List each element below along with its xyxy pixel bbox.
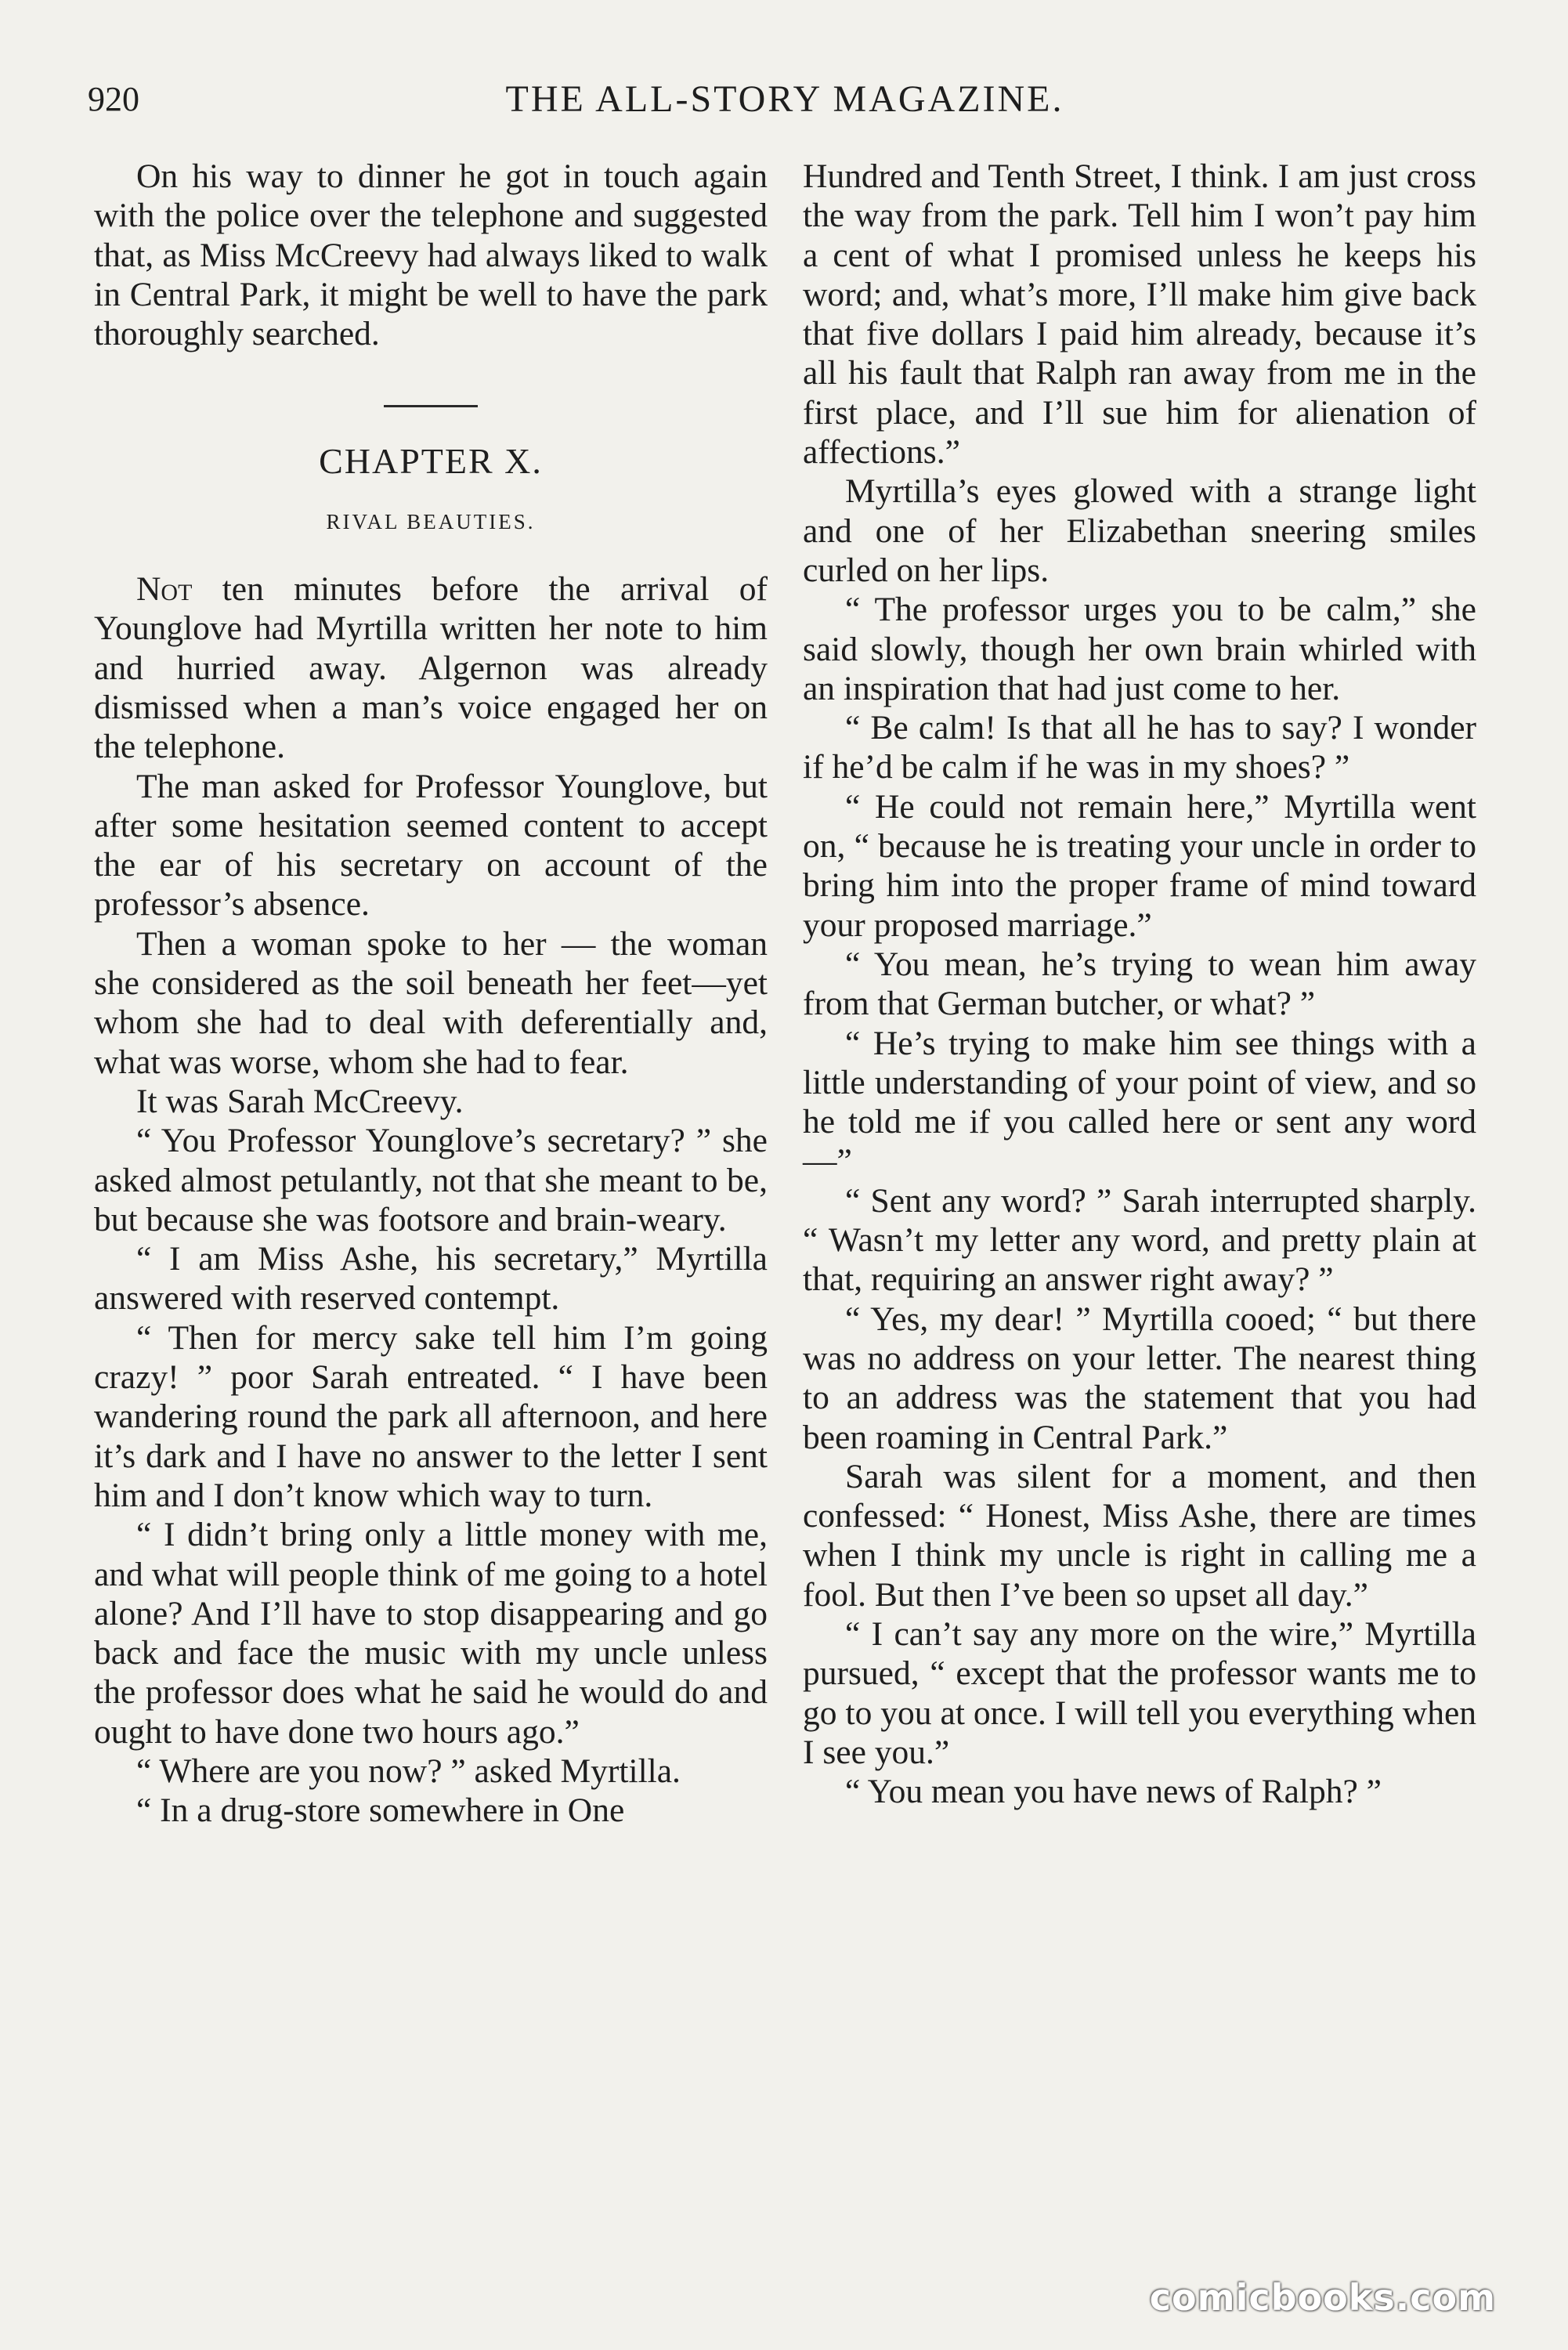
paragraph: “ Be calm! Is that all he has to say? I wonder if he’d be calm if he was in my shoes? ”	[803, 709, 1476, 786]
running-title: THE ALL-STORY MAGAZINE.	[505, 78, 1064, 120]
watermark: comicbooks.com	[1149, 2276, 1496, 2319]
paragraph: Sarah was silent for a moment, and then confessed: “ Honest, Miss Ashe, there are times when I think my uncle is right in calling me a fool. But then I’ve been so upset all day.”	[803, 1457, 1476, 1614]
page-header	[88, 72, 1482, 127]
paragraph-continued: Hundred and Tenth Street, I think. I am just cross the way from the park. Tell him I won’t pay him a cent of what I promised unless he keeps his word; and, what’s more, I’ll make him give back that five dollars I paid him already, because it’s all his fault that Ralph ran away from me in the first place, and I’ll sue him for alienation of affections.”	[803, 157, 1476, 472]
paragraph: “ In a drug-store somewhere in One	[136, 1791, 625, 1830]
paragraph: “ I didn’t bring only a little money with me, and what will people think of me going to a hotel alone? And I’ll have to stop disappearing and go back and face the music with my uncle unless the professor does what he said he would do and ought to have done two hours ago.”	[94, 1516, 768, 1751]
paragraph: Then a woman spoke to her — the woman she considered as the soil beneath her feet—yet whom she had to deal with deferentially and, what was worse, whom she had to fear.	[94, 924, 768, 1081]
paragraph: “ You mean you have news of Ralph? ”	[845, 1773, 1382, 1811]
left-column	[94, 157, 768, 1831]
paragraph: “ I can’t say any more on the wire,” Myrtilla pursued, “ except that the professor wants me to go to you at once. I will tell you everything when I see you.”	[803, 1614, 1476, 1771]
paragraph: “ You mean, he’s trying to wean him away from that German butcher, or what? ”	[803, 945, 1476, 1023]
paragraph: “ Yes, my dear! ” Myrtilla cooed; “ but there was no address on your letter. The nearest thing to an address was the statement that you had been roaming in Central Park.”	[803, 1300, 1476, 1456]
chapter-subtitle: RIVAL BEAUTIES.	[326, 509, 536, 533]
chapter-title: CHAPTER X.	[319, 441, 543, 482]
paragraph: It was Sarah McCreevy.	[136, 1082, 464, 1120]
opening-word: Not	[136, 570, 193, 609]
paragraph: “ You Professor Younglove’s secretary? ” she asked almost petulantly, not that she meant to be, but because she was footsore and brain-weary.	[94, 1122, 768, 1238]
paragraph: “ The professor urges you to be calm,” she said slowly, though her own brain whirled with an inspiration that had just come to her.	[803, 591, 1476, 707]
right-column	[803, 157, 1476, 1811]
opening-text: ten minutes before the arrival of Younglove had Myrtilla written her note to him and hurried away. Algernon was already dismissed when a man’s voice engaged her on the telephone.	[94, 570, 768, 766]
paragraph: On his way to dinner he got in touch again with the police over the telephone and suggested that, as Miss McCreevy had always liked to walk in Central Park, it might be well to have the park thoroughly searched.	[94, 157, 768, 353]
paragraph: The man asked for Professor Younglove, but after some hesitation seemed content to accept the ear of his secretary on account of the professor’s absence.	[94, 767, 768, 924]
section-divider	[384, 405, 478, 407]
paragraph-chapter-opening	[94, 569, 768, 766]
paragraph: “ Where are you now? ” asked Myrtilla.	[136, 1752, 681, 1790]
paragraph: “ He could not remain here,” Myrtilla went on, “ because he is treating your uncle in order to bring him into the proper frame of mind toward your proposed marriage.”	[803, 787, 1476, 944]
page-number: 920	[88, 80, 139, 118]
paragraph: “ Then for mercy sake tell him I’m going crazy! ” poor Sarah entreated. “ I have been wandering round the park all afternoon, and here it’s dark and I have no answer to the letter I sent him and I don’t know which way to turn.	[94, 1318, 768, 1514]
paragraph: Myrtilla’s eyes glowed with a strange light and one of her Elizabethan sneering smiles curled on her lips.	[803, 472, 1476, 589]
paragraph: “ Sent any word? ” Sarah interrupted sharply. “ Wasn’t my letter any word, and pretty plain at that, requiring an answer right away? ”	[803, 1181, 1476, 1299]
paragraph: “ I am Miss Ashe, his secretary,” Myrtilla answered with reserved contempt.	[94, 1240, 768, 1318]
paragraph: “ He’s trying to make him see things with a little understanding of your point of view, and so he told me if you called here or sent any word—”	[803, 1024, 1476, 1180]
